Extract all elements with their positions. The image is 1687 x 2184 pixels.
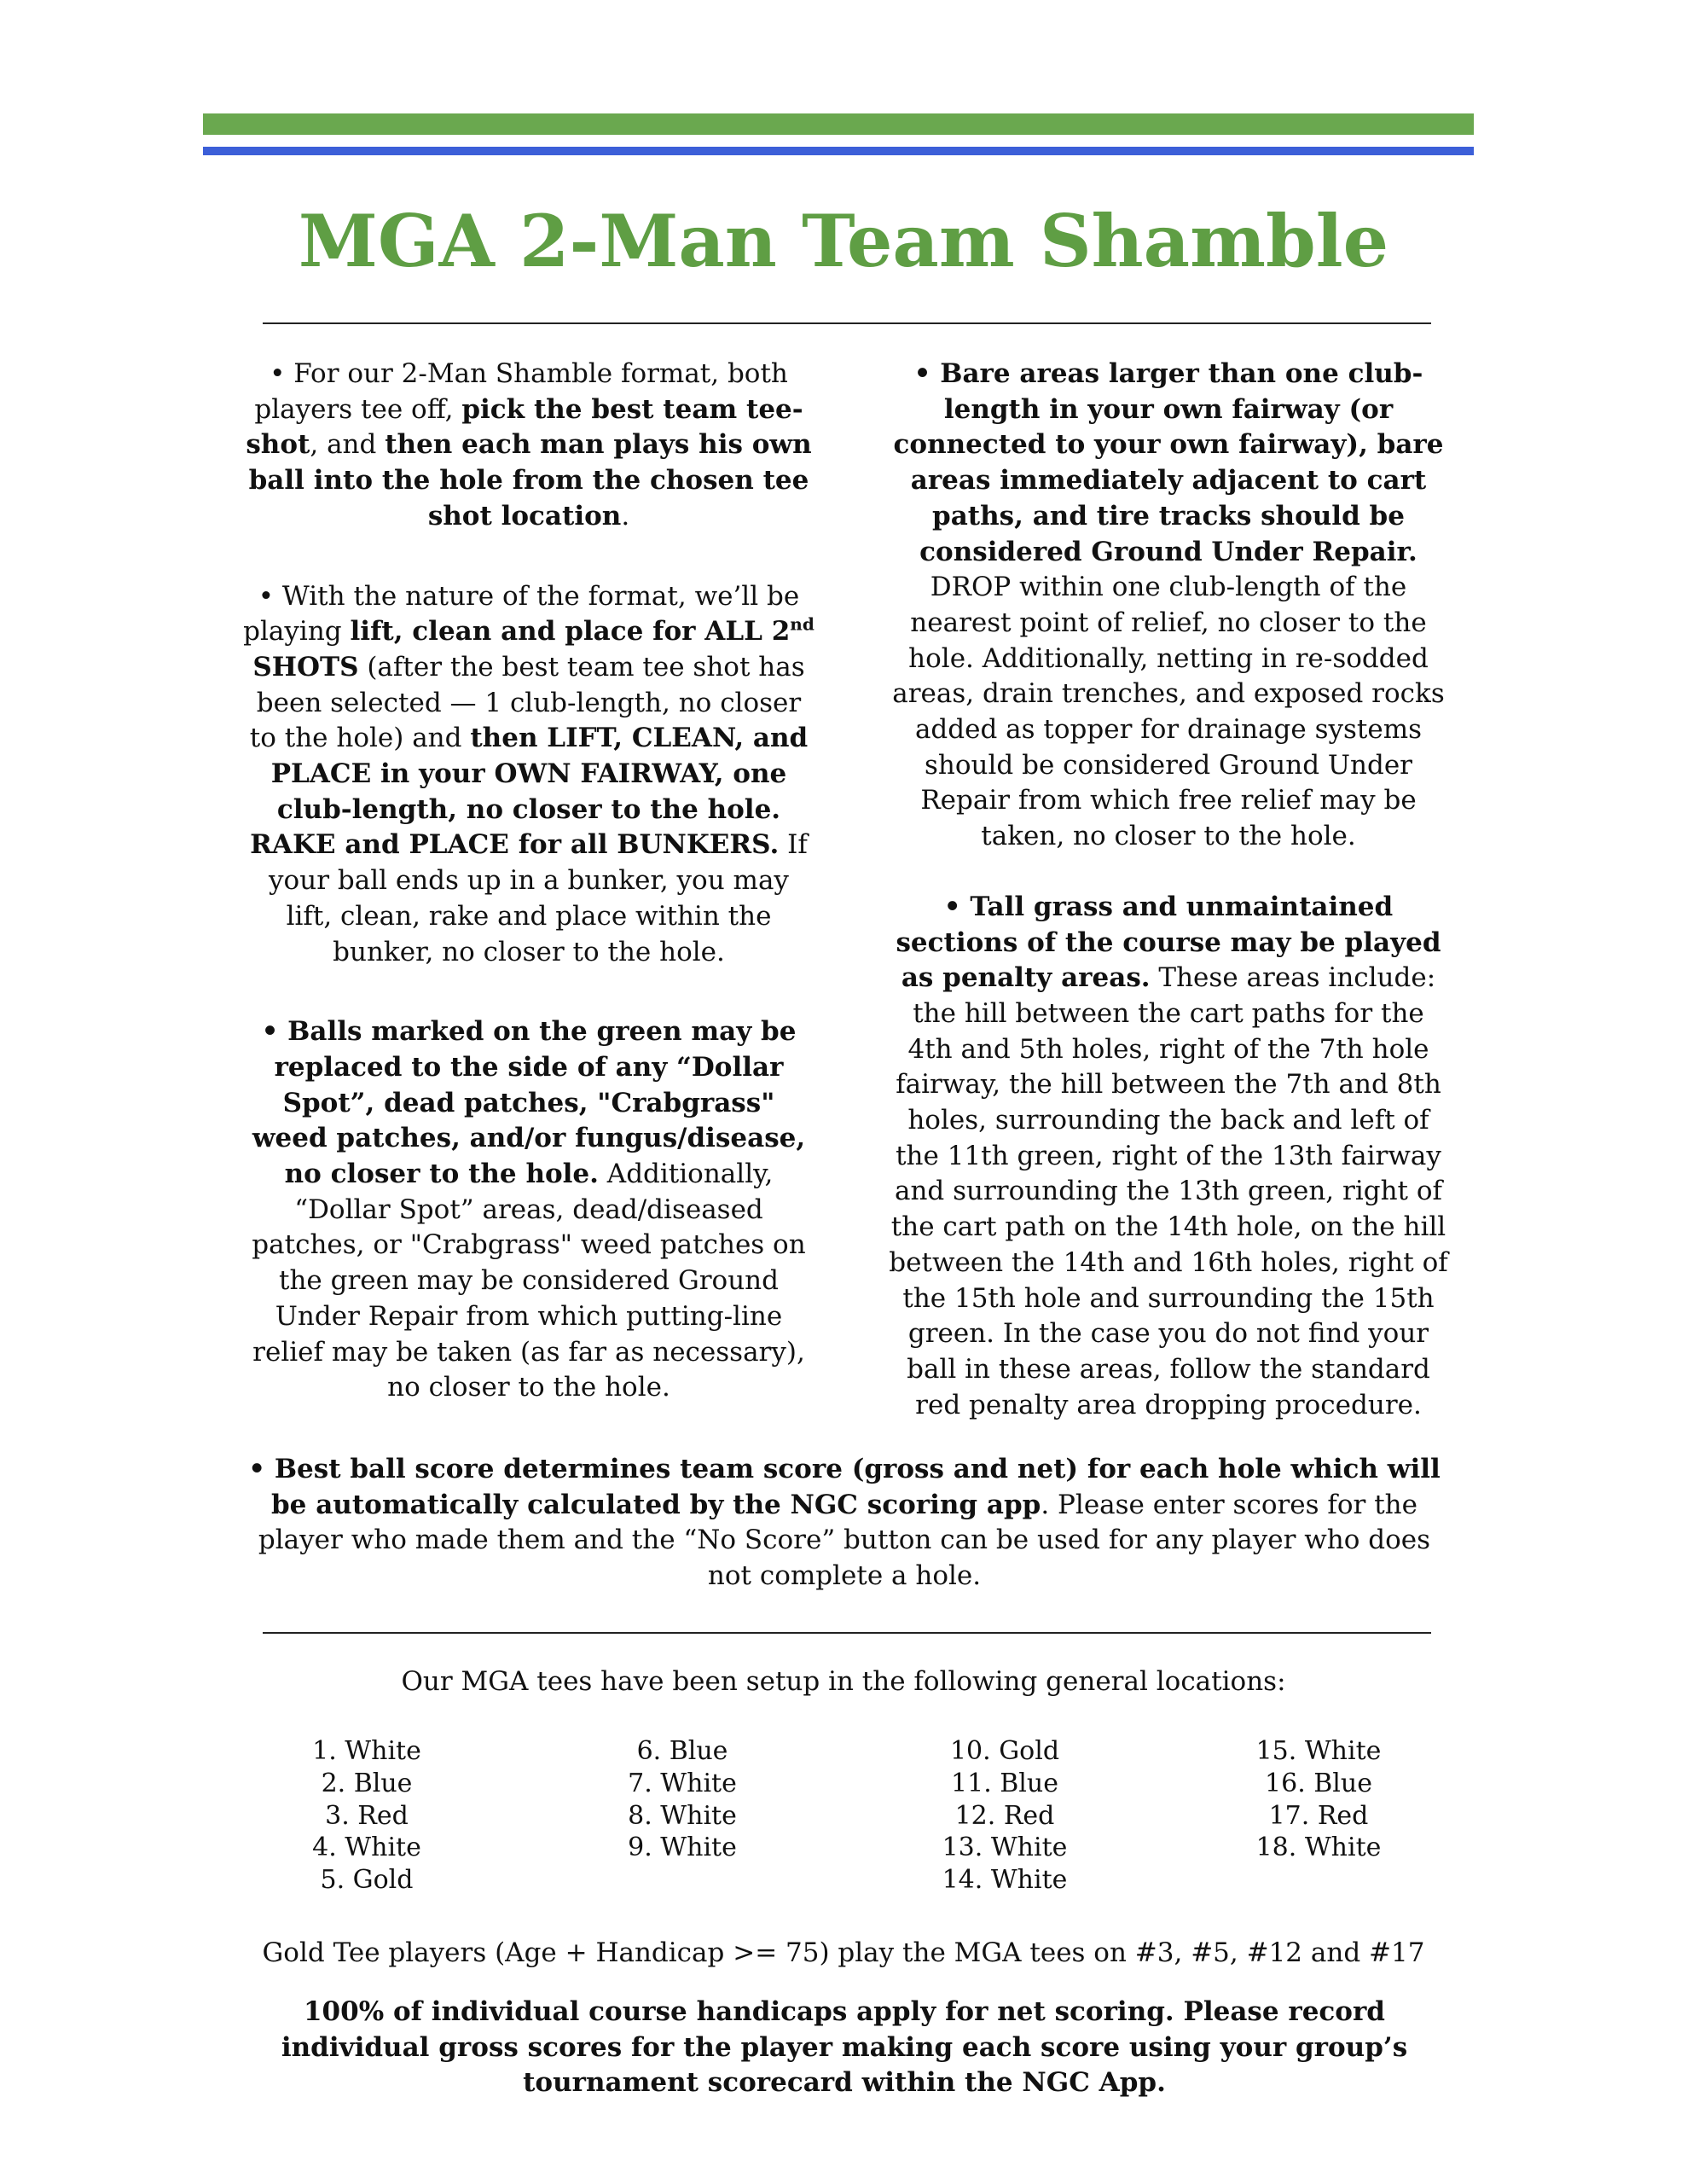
tee-item: 6. Blue xyxy=(636,1736,728,1766)
bold-segment: then each man plays his own ball into the hole from the chosen tee shot location xyxy=(248,429,812,531)
gold-tee-note: Gold Tee players (Age + Handicap >= 75) play the MGA tees on #3, #5, #12 and #17 xyxy=(262,1937,1425,1968)
tee-item: 5. Gold xyxy=(320,1865,414,1896)
text-segment: • For our 2-Man Shamble format, both players tee off, xyxy=(254,358,788,425)
tee-item: 8. White xyxy=(628,1800,737,1831)
text-segment: , and xyxy=(310,429,386,461)
tee-item: 9. White xyxy=(628,1833,737,1863)
tees-intro: Our MGA tees have been setup in the following general locations: xyxy=(401,1666,1286,1697)
text-segment: Additionally, “Dollar Spot” areas, dead/diseased patches, or "Crabgrass" weed patches on the green may be considered Ground Under Repair from which putting-line relief may be taken (as far as necessary), no closer to the hole. xyxy=(252,1159,806,1403)
shamble-format-paragraph xyxy=(243,357,815,535)
lift-clean-place-paragraph xyxy=(243,579,815,971)
tee-list-column-1 xyxy=(239,1735,495,1896)
text-segment: DROP within one club-length of the nearest point of relief, no closer to the hole. Additionally, netting in re-sodded areas, drain trenches, and exposed rocks added as topper for drainage systems should be considered Ground Under Repair from which free relief may be taken, no closer to the hole. xyxy=(892,572,1445,852)
bold-segment: • Bare areas larger than one club-length in your own fairway (or connected to your own fairway), bare areas immediately adjacent to cart paths, and tire tracks should be considered Ground Under Repair. xyxy=(893,358,1444,567)
right-column xyxy=(887,357,1450,1423)
tee-item: 3. Red xyxy=(325,1800,409,1831)
bold-segment: • Tall grass and unmaintained sections of the course may be played as penalty areas. xyxy=(896,891,1441,994)
green-relief-paragraph xyxy=(243,1014,815,1406)
divider-bottom xyxy=(263,1632,1431,1634)
tee-list-column-4 xyxy=(1191,1735,1446,1864)
page-title: MGA 2-Man Team Shamble xyxy=(298,199,1389,283)
tee-item: 1. White xyxy=(312,1736,421,1766)
bold-segment: SHOTS xyxy=(252,651,359,682)
ground-under-repair-paragraph xyxy=(887,357,1450,855)
tee-item: 4. White xyxy=(312,1833,421,1863)
text-segment: These areas include: the hill between the cart paths for the 4th and 5th holes, right of the 7th hole fairway, the hill between the 7th and 8th holes, surrounding the back and left of the 11th green, right of the 13th fairway and surrounding the 13th green, right of the cart path on the 14th hole, on the hill between the 14th and 16th holes, right of the 15th hole and surrounding the 15th green. In the case you do not find your ball in these areas, follow the standard red penalty area dropping procedure. xyxy=(889,962,1448,1420)
text-segment: If your ball ends up in a bunker, you may lift, clean, rake and place within the bunker, no closer to the hole. xyxy=(269,829,808,967)
bold-segment: • Best ball score determines team score (gross and net) for each hole which will be automatically calculated by the NGC scoring app xyxy=(248,1454,1441,1520)
tee-item: 2. Blue xyxy=(321,1768,413,1798)
tee-item: 17. Red xyxy=(1268,1800,1369,1831)
tee-list-column-3 xyxy=(877,1735,1133,1896)
tee-item: 12. Red xyxy=(954,1800,1055,1831)
text-segment: . Please enter scores for the player who made them and the “No Score” button can be used for any player who does not complete a hole. xyxy=(258,1489,1431,1592)
bold-segment: pick the best team tee-shot xyxy=(246,393,803,461)
text-segment: • With the nature of the format, we’ll be playing xyxy=(243,580,800,648)
penalty-areas-paragraph xyxy=(887,890,1450,1424)
tee-item: 13. White xyxy=(942,1833,1068,1863)
left-column xyxy=(243,357,815,1406)
bold-segment: lift, clean and place for ALL 2 xyxy=(350,616,791,648)
tee-list-column-2 xyxy=(554,1735,810,1864)
header-green-bar xyxy=(203,113,1474,135)
bold-segment: then LIFT, CLEAN, and PLACE in your OWN FAIRWAY, one club-length, no closer to the hole. RAKE and PLACE for all BUNKERS. xyxy=(250,723,809,861)
tee-item: 16. Blue xyxy=(1265,1768,1372,1798)
text-segment: . xyxy=(621,500,630,531)
handicap-note: 100% of individual course handicaps apply for net scoring. Please record individual gross scores for the player making each score using your group’s tournament scorecard within the NGC App. xyxy=(281,1996,1408,2099)
tee-item: 15. White xyxy=(1255,1736,1382,1766)
tee-item: 7. White xyxy=(628,1768,737,1798)
best-ball-paragraph xyxy=(247,1452,1441,1594)
text-segment: (after the best team tee shot has been selected — 1 club-length, no closer to the hole) and xyxy=(249,651,805,754)
header-blue-bar xyxy=(203,147,1474,155)
divider-top xyxy=(263,322,1431,324)
tee-item: 11. Blue xyxy=(951,1768,1058,1798)
tee-item: 10. Gold xyxy=(949,1736,1060,1766)
tee-item: 14. White xyxy=(942,1865,1068,1896)
tee-item: 18. White xyxy=(1255,1833,1382,1863)
bold-segment: • Balls marked on the green may be replaced to the side of any “Dollar Spot”, dead patches, "Crabgrass" weed patches, and/or fungus/disease, no closer to the hole. xyxy=(252,1016,806,1190)
superscript: nd xyxy=(790,613,815,635)
